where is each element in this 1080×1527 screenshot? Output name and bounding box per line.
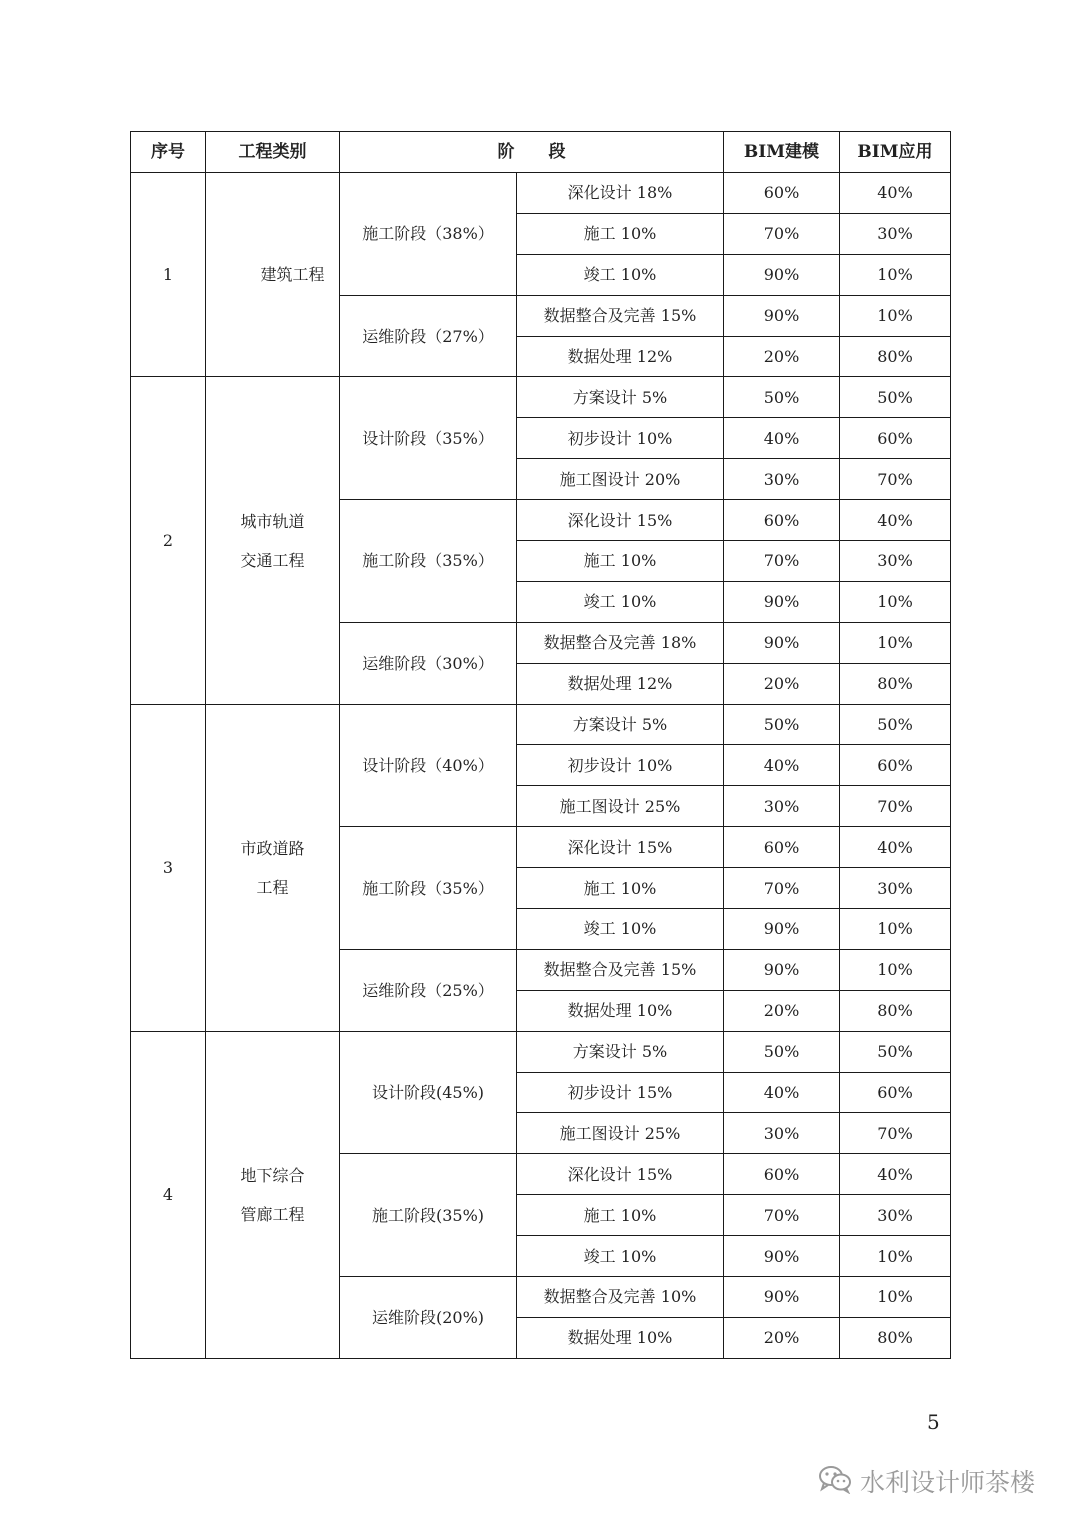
category-line: 建筑工程 [260,265,325,285]
bim-application-cell: 40% [840,827,951,868]
bim-modeling-cell: 20% [724,990,840,1031]
header-stage: 阶 段 [340,132,724,173]
bim-application-cell: 10% [840,622,951,663]
stage-cell: 数据整合及完善 15% [517,295,724,336]
bim-modeling-cell: 90% [724,254,840,295]
phase-cell: 设计阶段（40%） [340,704,517,827]
bim-modeling-cell: 40% [724,418,840,459]
phase-cell: 施工阶段（38%） [340,173,517,296]
bim-application-cell: 80% [840,663,951,704]
stage-cell: 数据整合及完善 15% [517,949,724,990]
header-no: 序号 [131,132,206,173]
stage-cell: 数据处理 12% [517,336,724,377]
stage-cell: 数据整合及完善 18% [517,622,724,663]
bim-application-cell: 10% [840,1277,951,1318]
wechat-icon [818,1464,852,1498]
stage-cell: 施工 10% [517,213,724,254]
bim-modeling-cell: 40% [724,1072,840,1113]
bim-application-cell: 60% [840,418,951,459]
table-row [131,173,951,214]
bim-modeling-cell: 50% [724,704,840,745]
phase-cell: 运维阶段(20%) [340,1277,517,1359]
bim-modeling-cell: 90% [724,295,840,336]
bim-modeling-cell: 90% [724,909,840,950]
table-row [131,1031,951,1072]
watermark [818,1461,1035,1501]
bim-modeling-cell: 50% [724,377,840,418]
phase-cell: 施工阶段（35%） [340,500,517,623]
header-category: 工程类别 [206,132,340,173]
phase-cell: 运维阶段（27%） [340,295,517,377]
phase-cell: 施工阶段(35%) [340,1154,517,1277]
stage-cell: 施工图设计 25% [517,1113,724,1154]
bim-modeling-cell: 70% [724,541,840,582]
stage-cell: 初步设计 10% [517,745,724,786]
bim-application-cell: 50% [840,377,951,418]
phase-cell: 运维阶段（30%） [340,622,517,704]
category-line: 市政道路 [240,838,305,858]
bim-modeling-cell: 60% [724,173,840,214]
category-line: 交通工程 [240,550,305,570]
bim-modeling-cell: 90% [724,1277,840,1318]
stage-cell: 竣工 10% [517,581,724,622]
bim-modeling-cell: 60% [724,1154,840,1195]
bim-application-cell: 30% [840,1195,951,1236]
bim-modeling-cell: 20% [724,1317,840,1358]
bim-application-cell: 10% [840,1236,951,1277]
bim-modeling-cell: 30% [724,459,840,500]
bim-modeling-cell: 60% [724,827,840,868]
table-header-row [131,132,951,173]
stage-cell: 初步设计 15% [517,1072,724,1113]
stage-cell: 初步设计 10% [517,418,724,459]
table-body [131,173,951,1359]
project-category [206,377,340,704]
category-line: 管廊工程 [240,1204,305,1224]
row-number: 2 [131,377,206,704]
bim-application-cell: 30% [840,213,951,254]
bim-modeling-cell: 20% [724,663,840,704]
stage-cell: 施工图设计 25% [517,786,724,827]
table-row [131,377,951,418]
bim-application-cell: 10% [840,254,951,295]
bim-application-cell: 50% [840,1031,951,1072]
stage-cell: 数据处理 10% [517,1317,724,1358]
bim-modeling-cell: 90% [724,622,840,663]
bim-modeling-cell: 30% [724,1113,840,1154]
bim-application-cell: 40% [840,1154,951,1195]
bim-application-cell: 30% [840,868,951,909]
bim-application-cell: 10% [840,295,951,336]
bim-modeling-cell: 90% [724,581,840,622]
bim-fee-table [130,131,951,1359]
phase-cell: 施工阶段（35%） [340,827,517,950]
bim-application-cell: 70% [840,459,951,500]
phase-cell: 设计阶段(45%) [340,1031,517,1154]
project-category [206,1031,340,1358]
stage-cell: 深化设计 15% [517,500,724,541]
bim-application-cell: 60% [840,1072,951,1113]
stage-cell: 深化设计 18% [517,173,724,214]
bim-modeling-cell: 20% [724,336,840,377]
bim-application-cell: 70% [840,1113,951,1154]
category-line: 城市轨道 [240,511,305,531]
bim-application-cell: 70% [840,786,951,827]
bim-modeling-cell: 70% [724,868,840,909]
stage-cell: 施工 10% [517,868,724,909]
bim-modeling-cell: 50% [724,1031,840,1072]
stage-cell: 深化设计 15% [517,1154,724,1195]
stage-cell: 方案设计 5% [517,377,724,418]
bim-application-cell: 80% [840,1317,951,1358]
bim-application-cell: 80% [840,990,951,1031]
bim-modeling-cell: 60% [724,500,840,541]
bim-modeling-cell: 90% [724,1236,840,1277]
bim-application-cell: 40% [840,173,951,214]
table-row [131,704,951,745]
phase-cell: 运维阶段（25%） [340,949,517,1031]
stage-cell: 竣工 10% [517,1236,724,1277]
bim-application-cell: 80% [840,336,951,377]
stage-cell: 数据整合及完善 10% [517,1277,724,1318]
bim-modeling-cell: 70% [724,1195,840,1236]
stage-cell: 施工 10% [517,541,724,582]
category-line: 工程 [256,877,289,897]
stage-cell: 深化设计 15% [517,827,724,868]
stage-cell: 数据处理 12% [517,663,724,704]
stage-cell: 数据处理 10% [517,990,724,1031]
bim-modeling-cell: 70% [724,213,840,254]
project-category [206,173,340,377]
stage-cell: 竣工 10% [517,909,724,950]
header-bim-modeling: BIM建模 [724,132,840,173]
bim-modeling-cell: 30% [724,786,840,827]
bim-application-cell: 50% [840,704,951,745]
bim-application-cell: 40% [840,500,951,541]
header-bim-application: BIM应用 [840,132,951,173]
row-number: 3 [131,704,206,1031]
bim-application-cell: 10% [840,581,951,622]
bim-application-cell: 10% [840,909,951,950]
phase-cell: 设计阶段（35%） [340,377,517,500]
category-line: 地下综合 [240,1165,305,1185]
stage-cell: 方案设计 5% [517,704,724,745]
bim-modeling-cell: 90% [724,949,840,990]
bim-application-cell: 10% [840,949,951,990]
bim-application-cell: 30% [840,541,951,582]
bim-modeling-cell: 40% [724,745,840,786]
stage-cell: 竣工 10% [517,254,724,295]
stage-cell: 施工 10% [517,1195,724,1236]
bim-application-cell: 60% [840,745,951,786]
watermark-text: 水利设计师茶楼 [860,1468,1036,1497]
row-number: 1 [131,173,206,377]
stage-cell: 方案设计 5% [517,1031,724,1072]
project-category [206,704,340,1031]
stage-cell: 施工图设计 20% [517,459,724,500]
row-number: 4 [131,1031,206,1358]
page-number: 5 [927,1410,940,1434]
